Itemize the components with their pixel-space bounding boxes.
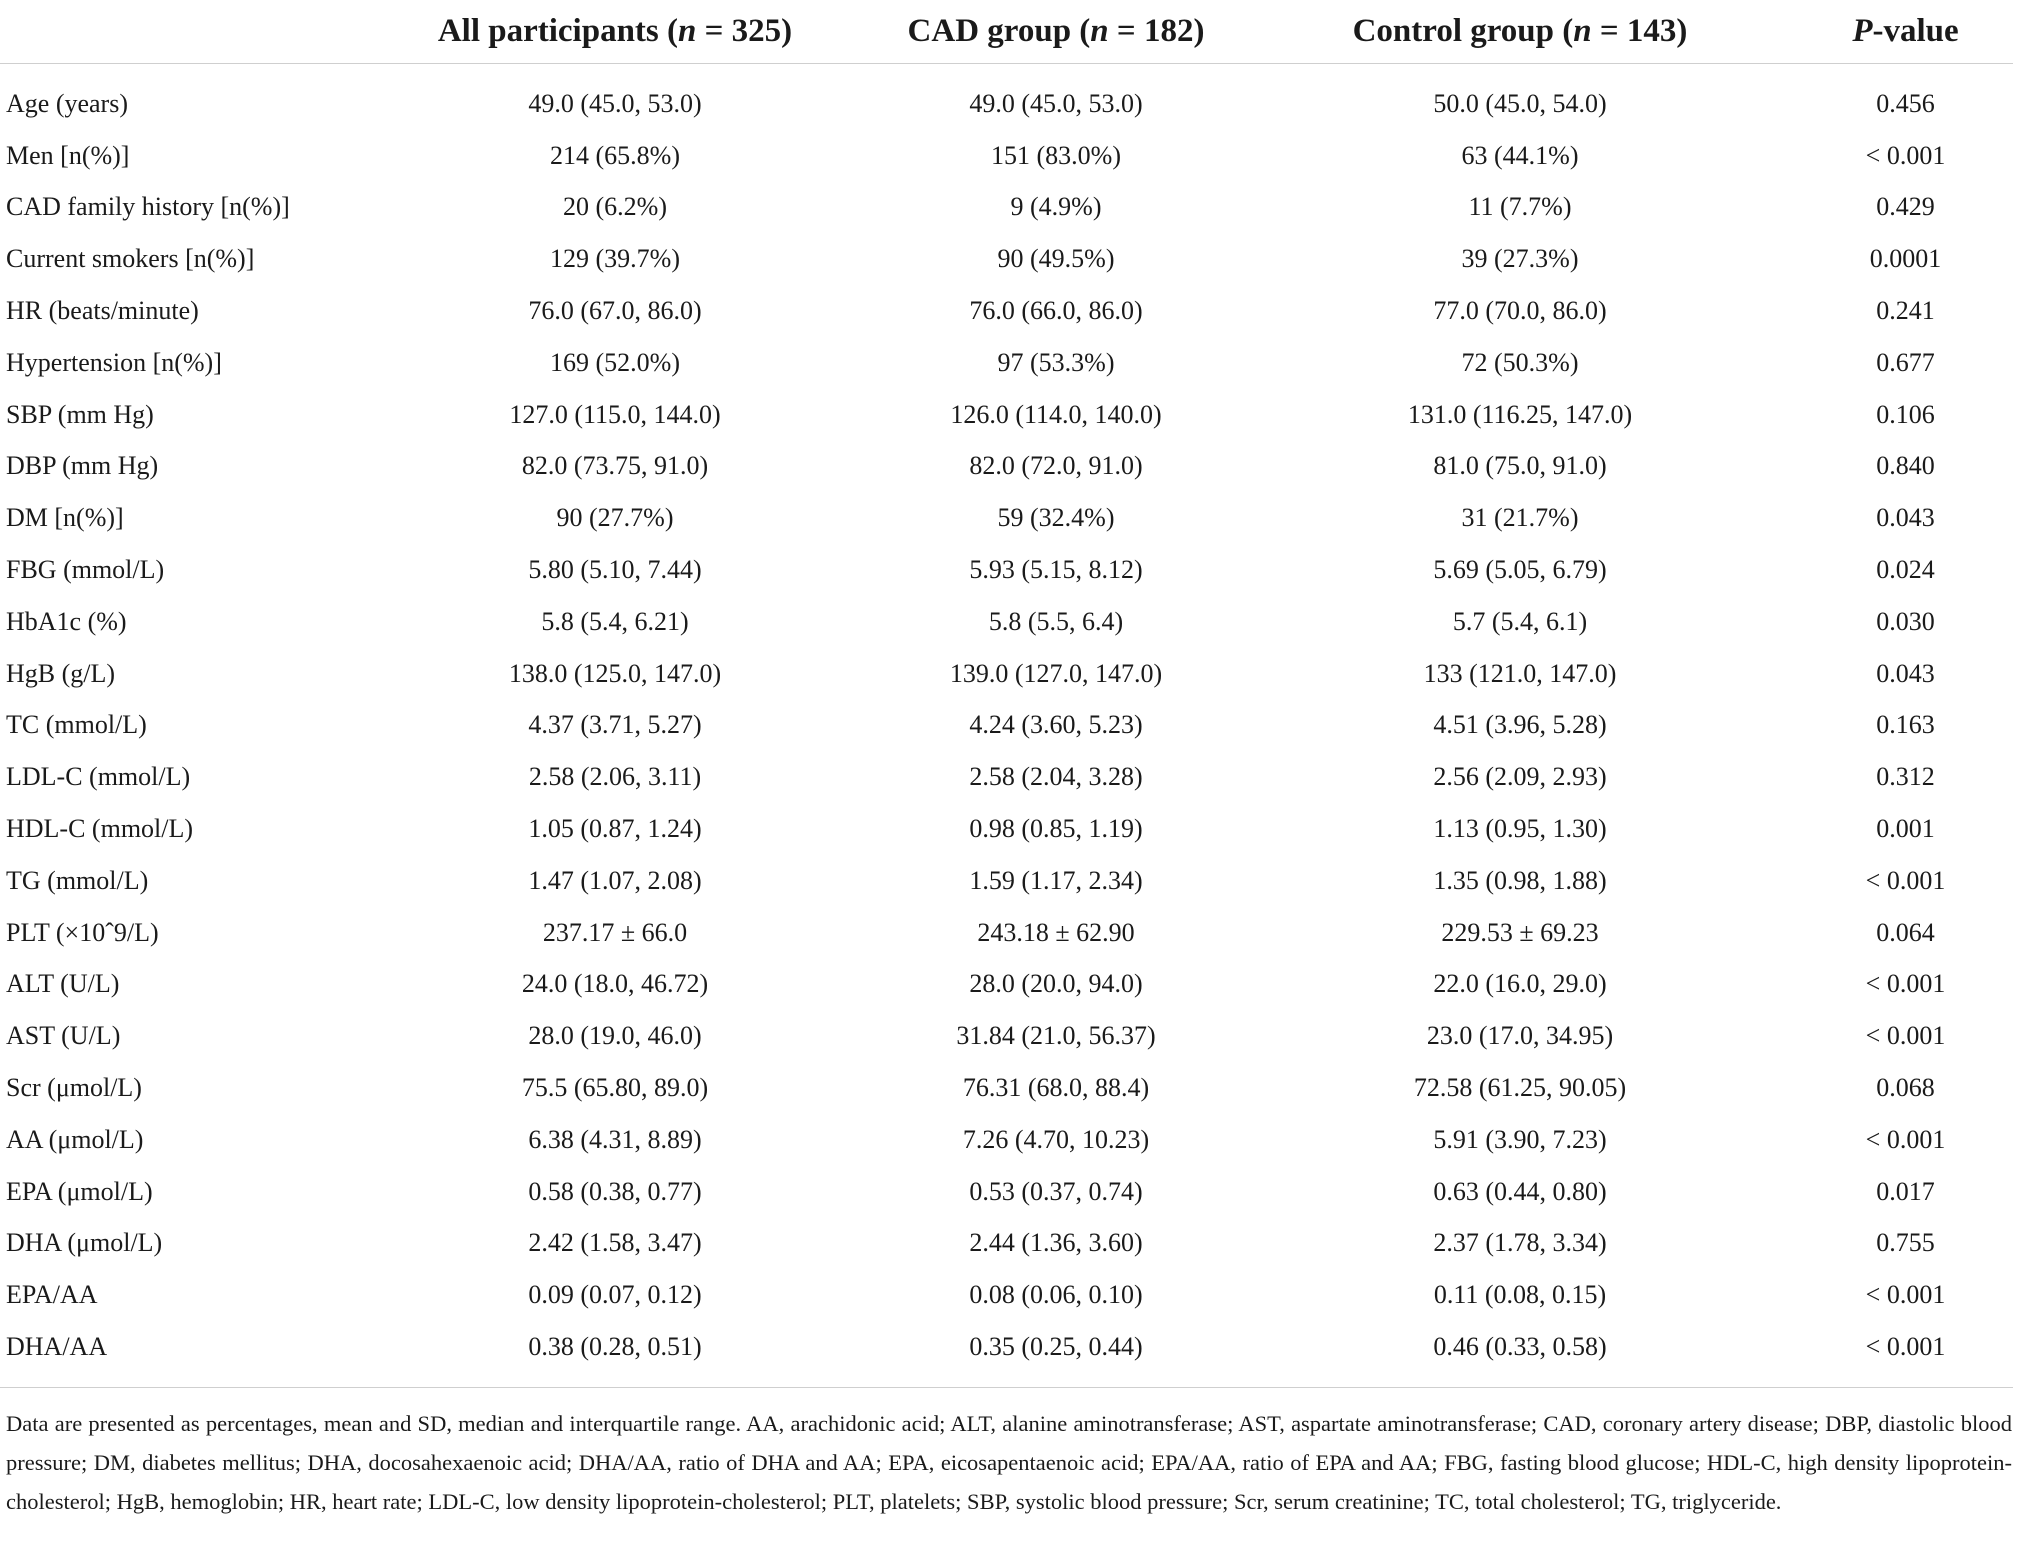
table-row [0,596,2013,648]
cell-variable: HR (beats/minute) [6,296,199,326]
cell-cad-group: 49.0 (45.0, 53.0) [969,88,1143,118]
cell-variable: SBP (mm Hg) [6,399,154,429]
cell-all-participants: 0.58 (0.38, 0.77) [528,1176,702,1206]
cell-control-group: 0.11 (0.08, 0.15) [1433,1280,1607,1310]
cell-p-value: < 0.001 [1865,140,1946,170]
cell-p-value: 0.043 [1876,503,1935,533]
cell-control-group: 0.63 (0.44, 0.80) [1433,1176,1607,1206]
cell-all-participants: 5.80 (5.10, 7.44) [528,555,702,585]
cell-all-participants: 4.37 (3.71, 5.27) [528,710,702,740]
cell-cad-group: 97 (53.3%) [997,347,1115,377]
cell-all-participants: 90 (27.7%) [556,503,674,533]
cell-all-participants: 82.0 (73.75, 91.0) [521,451,709,481]
table-footnote: Data are presented as percentages, mean and SD, median and interquartile range. AA, arachidonic acid; ALT, alanine aminotransferase; AST, aspartate aminotransferase; CAD, coronary artery disease; DBP, diastolic blood pressure; DM, diabetes mellitus; DHA, docosahexaenoic acid; DHA/AA, ratio of DHA and AA; EPA, eicosapentaenoic acid; EPA/AA, ratio of EPA and AA; FBG, fasting blood glucose; HDL-C, high density lipoprotein-cholesterol; HgB, hemoglobin; HR, heart rate; LDL-C, low density lipoprotein-cholesterol; PLT, platelets; SBP, systolic blood pressure; Scr, serum creatinine; TC, total cholesterol; TG, triglyceride. [6,1411,2012,1514]
cell-p-value: < 0.001 [1865,969,1946,999]
cell-all-participants: 6.38 (4.31, 8.89) [528,1124,702,1154]
cell-p-value: 0.312 [1876,762,1935,792]
table-row [0,959,2013,1011]
table-row [0,855,2013,907]
table-row [0,1010,2013,1062]
cell-variable: Age (years) [6,88,128,118]
cell-cad-group: 0.98 (0.85, 1.19) [969,814,1143,844]
table-row [0,233,2013,285]
cell-control-group: 2.56 (2.09, 2.93) [1433,762,1607,792]
cell-variable: HgB (g/L) [6,658,116,688]
cell-all-participants: 75.5 (65.80, 89.0) [521,1073,709,1103]
cell-control-group: 50.0 (45.0, 54.0) [1433,88,1607,118]
cell-cad-group: 9 (4.9%) [1010,192,1102,222]
cell-p-value: 0.163 [1876,710,1935,740]
cell-variable: EPA (μmol/L) [6,1176,153,1206]
cell-variable: EPA/AA [6,1280,98,1310]
cell-p-value: < 0.001 [1758,1321,2013,1387]
cell-p-value: 0.429 [1876,192,1935,222]
header-all-participants [400,0,830,64]
header-control-n: n [1573,13,1592,49]
cell-cad-group: 126.0 (114.0, 140.0) [950,399,1162,429]
table-row [0,700,2013,752]
cell-cad-group: 0.35 (0.25, 0.44) [830,1321,1282,1387]
table-row [0,803,2013,855]
header-cad-suffix: = 182) [1108,13,1205,49]
cell-control-group: 77.0 (70.0, 86.0) [1433,296,1607,326]
table-row [0,1218,2013,1270]
cell-control-group: 229.53 ± 69.23 [1441,917,1599,947]
header-cad-prefix: CAD group ( [907,13,1091,49]
table-row [0,182,2013,234]
table-row [0,544,2013,596]
cell-all-participants: 129 (39.7%) [550,244,680,274]
cell-control-group: 1.35 (0.98, 1.88) [1433,865,1607,895]
cell-cad-group: 76.31 (68.0, 88.4) [962,1073,1150,1103]
cell-cad-group: 1.59 (1.17, 2.34) [969,865,1143,895]
table-row [0,1062,2013,1114]
table-row [0,285,2013,337]
cell-p-value: < 0.001 [1865,1280,1946,1310]
header-p-letter: P [1852,13,1873,49]
cell-all-participants: 1.47 (1.07, 2.08) [528,865,702,895]
cell-all-participants: 0.38 (0.28, 0.51) [400,1321,830,1387]
cell-p-value: 0.106 [1876,399,1935,429]
table-row [0,1166,2013,1218]
cell-all-participants: 2.42 (1.58, 3.47) [528,1228,702,1258]
cell-cad-group: 0.08 (0.06, 0.10) [969,1280,1143,1310]
header-control-group [1282,0,1758,64]
cell-variable: DM [n(%)] [6,503,124,533]
cell-all-participants: 214 (65.8%) [550,140,680,170]
cell-all-participants: 1.05 (0.87, 1.24) [528,814,702,844]
cell-p-value: 0.064 [1876,917,1935,947]
cell-variable: TC (mmol/L) [6,710,147,740]
table-row [0,1321,2013,1387]
cell-control-group: 5.69 (5.05, 6.79) [1433,555,1607,585]
cell-control-group: 81.0 (75.0, 91.0) [1433,451,1607,481]
cell-control-group: 4.51 (3.96, 5.28) [1433,710,1607,740]
cell-p-value: 0.043 [1876,658,1935,688]
table-row [0,337,2013,389]
cell-p-value: 0.024 [1876,555,1935,585]
header-variable [0,0,400,64]
table-row [0,1114,2013,1166]
cell-control-group: 131.0 (116.25, 147.0) [1407,399,1633,429]
cell-p-value: 0.241 [1876,296,1935,326]
header-control-suffix: = 143) [1591,13,1688,49]
table-row [0,130,2013,182]
cell-all-participants: 169 (52.0%) [550,347,680,377]
cell-variable: PLT (×10ˆ9/L) [6,917,159,947]
cell-cad-group: 2.58 (2.04, 3.28) [969,762,1143,792]
header-cad-n: n [1090,13,1109,49]
cell-p-value: 0.017 [1876,1176,1935,1206]
cell-p-value: 0.068 [1876,1073,1935,1103]
cell-control-group: 63 (44.1%) [1461,140,1579,170]
cell-variable: DHA/AA [0,1321,400,1387]
table-row [0,389,2013,441]
header-all-suffix: = 325) [696,13,793,49]
cell-p-value: 0.0001 [1869,244,1942,274]
cell-all-participants: 5.8 (5.4, 6.21) [541,606,689,636]
cell-variable: AA (μmol/L) [6,1124,144,1154]
cell-control-group: 5.7 (5.4, 6.1) [1452,606,1588,636]
cell-variable: DBP (mm Hg) [6,451,159,481]
cell-variable: LDL-C (mmol/L) [6,762,191,792]
cell-all-participants: 76.0 (67.0, 86.0) [528,296,702,326]
cell-variable: Men [n(%)] [6,140,130,170]
cell-all-participants: 127.0 (115.0, 144.0) [509,399,721,429]
cell-p-value: 0.677 [1876,347,1935,377]
cell-cad-group: 7.26 (4.70, 10.23) [962,1124,1150,1154]
header-row [0,0,2013,64]
cell-p-value: 0.030 [1876,606,1935,636]
cell-variable: AST (U/L) [6,1021,121,1051]
table-row [0,1269,2013,1321]
header-control-prefix: Control group ( [1352,13,1574,49]
header-all-prefix: All participants ( [437,13,678,49]
cell-variable: Hypertension [n(%)] [6,347,222,377]
cell-variable: HDL-C (mmol/L) [6,814,194,844]
cell-all-participants: 138.0 (125.0, 147.0) [508,658,722,688]
cell-p-value: 0.001 [1876,814,1935,844]
cell-variable: Current smokers [n(%)] [6,244,255,274]
cell-variable: CAD family history [n(%)] [6,192,290,222]
cell-p-value: 0.840 [1876,451,1935,481]
cell-cad-group: 151 (83.0%) [991,140,1121,170]
table-body [0,64,2013,1388]
cell-control-group: 1.13 (0.95, 1.30) [1433,814,1607,844]
table-row [0,64,2013,130]
cell-control-group: 5.91 (3.90, 7.23) [1433,1124,1607,1154]
table-row [0,648,2013,700]
cell-p-value: < 0.001 [1865,1021,1946,1051]
cell-cad-group: 59 (32.4%) [997,503,1115,533]
header-p-value [1758,0,2013,64]
table-row [0,907,2013,959]
table-row [0,492,2013,544]
cell-control-group: 2.37 (1.78, 3.34) [1433,1228,1607,1258]
cell-control-group: 72 (50.3%) [1461,347,1579,377]
header-p-suffix: -value [1872,13,1959,49]
cell-control-group: 133 (121.0, 147.0) [1423,658,1617,688]
cell-all-participants: 24.0 (18.0, 46.72) [521,969,709,999]
cell-all-participants: 0.09 (0.07, 0.12) [528,1280,702,1310]
cell-p-value: 0.456 [1876,88,1935,118]
cell-p-value: 0.755 [1876,1228,1935,1258]
cell-cad-group: 4.24 (3.60, 5.23) [969,710,1143,740]
cell-p-value: < 0.001 [1865,1124,1946,1154]
header-all-n: n [678,13,697,49]
cell-all-participants: 2.58 (2.06, 3.11) [528,762,702,792]
cell-cad-group: 82.0 (72.0, 91.0) [969,451,1143,481]
cell-variable: ALT (U/L) [6,969,120,999]
table-row [0,441,2013,493]
cell-cad-group: 2.44 (1.36, 3.60) [969,1228,1143,1258]
table-header [0,0,2013,64]
header-cad-group [830,0,1282,64]
cell-control-group: 31 (21.7%) [1461,503,1579,533]
cell-cad-group: 5.93 (5.15, 8.12) [969,555,1143,585]
cell-p-value: < 0.001 [1865,865,1946,895]
cell-control-group: 23.0 (17.0, 34.95) [1426,1021,1614,1051]
cell-variable: Scr (μmol/L) [6,1073,142,1103]
cell-cad-group: 90 (49.5%) [997,244,1115,274]
cell-control-group: 11 (7.7%) [1468,192,1572,222]
cell-cad-group: 28.0 (20.0, 94.0) [969,969,1143,999]
cell-control-group: 39 (27.3%) [1461,244,1579,274]
cell-all-participants: 20 (6.2%) [563,192,667,222]
table-row [0,751,2013,803]
cell-variable: TG (mmol/L) [6,865,149,895]
cell-cad-group: 0.53 (0.37, 0.74) [969,1176,1143,1206]
cell-variable: HbA1c (%) [6,606,127,636]
cell-control-group: 22.0 (16.0, 29.0) [1433,969,1607,999]
cell-cad-group: 139.0 (127.0, 147.0) [949,658,1163,688]
cell-variable: FBG (mmol/L) [6,555,165,585]
cell-variable: DHA (μmol/L) [6,1228,163,1258]
cell-all-participants: 28.0 (19.0, 46.0) [528,1021,702,1051]
cell-cad-group: 5.8 (5.5, 6.4) [988,606,1124,636]
cell-all-participants: 49.0 (45.0, 53.0) [528,88,702,118]
cell-control-group: 0.46 (0.33, 0.58) [1282,1321,1758,1387]
cell-all-participants: 237.17 ± 66.0 [542,917,688,947]
cell-cad-group: 31.84 (21.0, 56.37) [956,1021,1156,1051]
cell-cad-group: 243.18 ± 62.90 [977,917,1135,947]
cell-control-group: 72.58 (61.25, 90.05) [1413,1073,1627,1103]
cell-cad-group: 76.0 (66.0, 86.0) [969,296,1143,326]
